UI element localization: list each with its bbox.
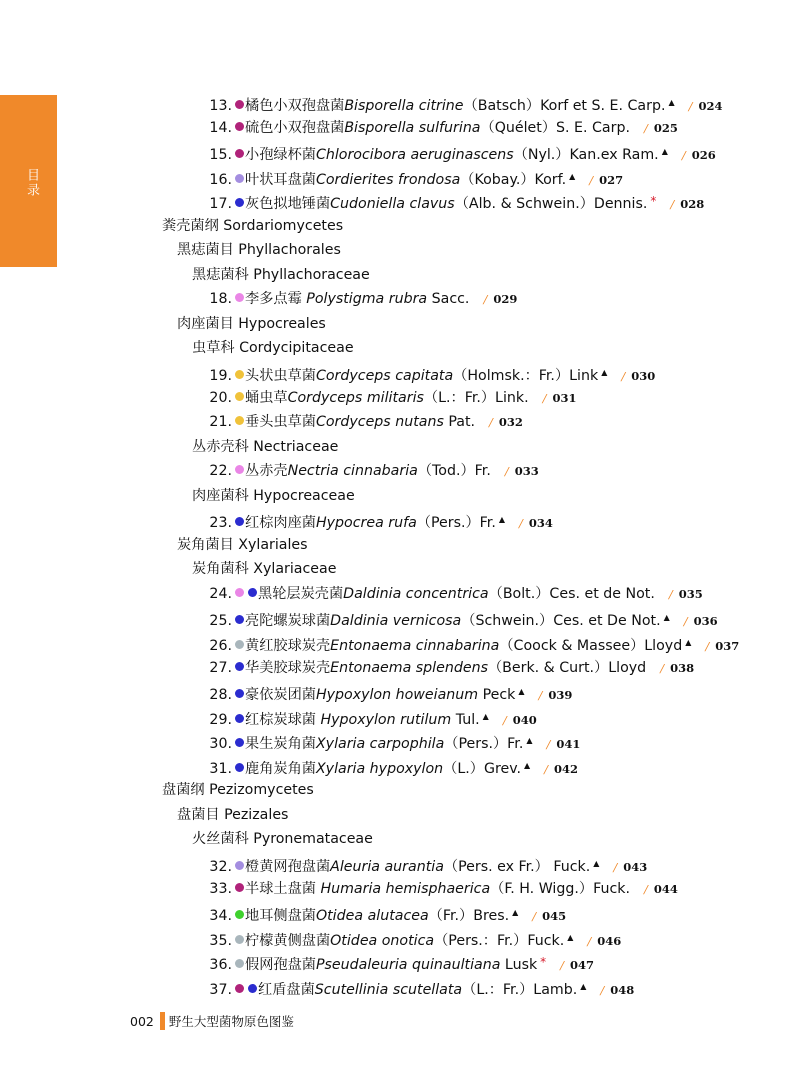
edibility-dot-icon [235,465,244,474]
page-reference [503,713,537,727]
author-citation: （Kobay.）Korf. [460,171,567,188]
chinese-name: 头状虫草菌 [245,368,316,385]
chinese-name: 红棕炭球菌 [245,711,321,728]
slash-divider-icon: / [681,148,686,163]
scientific-name: Entonaema splendens [330,659,488,676]
author-citation: （L.：Fr.）Lamb. [462,981,578,998]
toc-entry [0,386,800,411]
author-citation: Sacc. [427,291,470,308]
toc-entry [0,165,800,190]
page-ref-number: 030 [631,369,656,384]
page-reference [705,639,739,653]
page-reference [587,934,621,948]
toc-entry [0,656,800,681]
edibility-dot-icon [235,984,244,993]
scientific-name: Aleuria aurantia [330,858,444,875]
slash-divider-icon: / [502,712,507,727]
class-heading: 盘菌纲 Pezizomycetes [162,782,314,799]
triangle-mark-icon: ▲ [685,638,692,648]
toc-entry [0,705,800,730]
chinese-name: 蛹虫草 [245,389,288,406]
author-citation: （Tod.）Fr. [417,463,491,480]
page-ref-number: 047 [570,958,595,973]
toc-entry [0,582,800,607]
scientific-name: Daldinia vernicosa [330,613,462,630]
scientific-name: Nectria cinnabaria [287,463,418,480]
page-ref-number: 033 [514,464,539,479]
toc-entry [0,140,800,165]
slash-divider-icon: / [542,390,547,405]
entry-number: 26. [209,638,232,655]
triangle-mark-icon: ▲ [512,908,519,918]
author-citation: （Pers.）Fr. [444,736,524,753]
author-citation: Tul. [451,711,480,728]
edibility-dot-icon [235,100,244,109]
author-citation: （Coock & Massee）Lloyd [499,638,683,655]
page-ref-number: 040 [512,712,537,727]
page-ref-number: 028 [680,197,705,212]
slash-divider-icon: / [688,99,693,113]
order-heading: 黑痣菌目 Phyllachorales [177,242,341,259]
asterisk-mark-icon: * [540,955,547,970]
author-citation: （Pers.：Fr.）Fuck. [434,932,565,949]
toc-entry [0,631,800,656]
author-citation: Pat. [443,414,476,431]
page-reference [669,587,703,601]
chinese-name: 垂头虫草菌 [245,414,316,431]
author-citation: （Alb. & Schwein.）Dennis. [454,196,648,213]
page-ref-number: 042 [554,761,579,776]
edibility-dot-icon [235,935,244,944]
chinese-name: 李多点霉 [245,291,307,308]
page-reference [539,688,573,702]
page-reference [682,148,716,162]
triangle-mark-icon: ▲ [661,147,668,157]
entry-number: 23. [209,515,232,532]
triangle-mark-icon: ▲ [663,613,670,623]
toc-entry [0,729,800,754]
family-heading: 丛赤壳科 Nectriaceae [192,438,339,455]
author-citation: （Bolt.）Ces. et de Not. [488,585,655,602]
toc-entry [0,926,800,951]
author-citation: （F. H. Wigg.）Fuck. [490,880,630,897]
page-reference [660,661,694,675]
scientific-name: Polystigma rubra [306,291,428,308]
slash-divider-icon: / [489,415,493,430]
chinese-name: 豪依炭团菌 [245,687,316,704]
chinese-name: 假网孢盘菌 [245,957,316,974]
entry-number: 17. [209,196,232,213]
toc-entry [0,754,800,779]
entry-number: 27. [209,659,232,676]
chinese-name: 红盾盘菌 [258,981,315,998]
scientific-name: Bisporella sulfurina [344,119,481,136]
scientific-name: Daldinia concentrica [343,585,489,602]
slash-divider-icon: / [544,761,549,776]
page-reference [689,99,723,113]
scientific-name: Hypoxylon howeianum [315,687,479,704]
page-ref-number: 038 [670,660,695,675]
entry-number: 33. [209,880,232,897]
chinese-name: 华美胶球炭壳 [245,659,331,676]
author-citation: （Berk. & Curt.）Lloyd [487,659,647,676]
slash-divider-icon: / [560,958,565,973]
entry-number: 24. [209,585,232,602]
page-reference [483,292,517,306]
footer-accent-bar [160,1012,165,1030]
slash-divider-icon: / [519,516,523,531]
chinese-name: 半球土盘菌 [245,880,321,897]
class-heading: 粪壳菌纲 Sordariomycetes [162,217,344,234]
entry-number: 20. [209,389,232,406]
page-ref-number: 024 [698,99,723,113]
order-heading: 炭角菌目 Xylariales [177,536,308,553]
page-reference [560,958,594,972]
edibility-dot-icon [235,588,244,597]
slash-divider-icon: / [587,933,592,948]
page-ref-number: 041 [556,737,581,752]
triangle-mark-icon: ▲ [518,687,525,697]
chinese-name: 灰色拟地锤菌 [245,196,331,213]
scientific-name: Cordyceps militaris [287,389,424,406]
edibility-dot-icon [235,615,244,624]
edibility-dot-icon [235,370,244,379]
page-ref-number: 032 [498,415,523,430]
edibility-dot-icon [235,149,244,158]
scientific-name: Otidea onotica [330,932,435,949]
author-citation: （Pers.）Fr. [416,515,496,532]
scientific-name: Cordierites frondosa [315,171,461,188]
page-ref-number: 036 [693,614,718,629]
edibility-dot-icon [235,763,244,772]
scientific-name: Xylaria hypoxylon [315,760,444,777]
entry-number: 19. [209,368,232,385]
slash-divider-icon: / [532,909,537,924]
page-reference [532,909,566,923]
entry-number: 18. [209,291,232,308]
page-ref-number: 027 [599,172,624,187]
chinese-name: 果生炭角菌 [245,736,316,753]
slash-divider-icon: / [670,197,675,212]
toc-entry [0,975,800,1000]
triangle-mark-icon: ▲ [567,932,574,942]
author-citation: Lusk [500,957,538,974]
edibility-dot-icon [235,293,244,302]
chinese-name: 红棕肉座菌 [245,515,316,532]
chinese-name: 地耳侧盘菌 [245,908,316,925]
entry-number: 34. [209,908,232,925]
entry-number: 22. [209,463,232,480]
family-heading: 黑痣菌科 Phyllachoraceae [192,266,370,283]
family-heading: 虫草科 Cordycipitaceae [192,340,354,357]
toc-entry [0,91,800,116]
toc-entry [0,606,800,631]
page-ref-number: 026 [691,148,716,163]
book-title: 野生大型菌物原色图鉴 [168,1014,294,1029]
entry-number: 36. [209,957,232,974]
entry-number: 32. [209,858,232,875]
edibility-dot-icon [235,517,244,526]
edibility-dot-icon [235,198,244,207]
edibility-dot-icon [235,861,244,870]
page-reference [589,173,623,187]
toc-entry [0,189,800,214]
edibility-dot-icon [248,588,257,597]
triangle-mark-icon: ▲ [482,711,489,721]
toc-entry [0,410,800,435]
page-reference [489,415,523,429]
edibility-dot-icon [235,662,244,671]
entry-number: 21. [209,414,232,431]
edibility-dot-icon [235,416,244,425]
scientific-name: Humaria hemisphaerica [320,880,491,897]
page-reference [543,391,577,405]
slash-divider-icon: / [643,881,648,896]
side-tab-label: 目录 [24,168,39,198]
page-reference [684,614,718,628]
triangle-mark-icon: ▲ [524,760,531,770]
chinese-name: 丛赤壳 [245,463,288,480]
page-ref-number: 029 [493,292,518,307]
slash-divider-icon: / [705,639,710,654]
toc-entry [0,877,800,902]
scientific-name: Cordyceps nutans [315,414,444,431]
chinese-name: 硫色小双孢盘菌 [245,119,345,136]
page-reference [519,516,553,530]
triangle-mark-icon: ▲ [580,981,587,991]
entry-number: 37. [209,981,232,998]
toc-entry [0,680,800,705]
toc-entry [0,287,800,312]
edibility-dot-icon [248,984,257,993]
page-ref-number: 045 [542,909,567,924]
entry-number: 31. [209,760,232,777]
order-heading: 盘菌目 Pezizales [177,806,289,823]
page-ref-number: 034 [528,516,553,531]
page-number: 002 [130,1013,154,1029]
author-citation: （Pers. ex Fr.） Fuck. [443,858,591,875]
slash-divider-icon: / [668,586,673,601]
scientific-name: Xylaria carpophila [315,736,445,753]
triangle-mark-icon: ▲ [601,368,608,378]
author-citation: Peck [478,687,516,704]
entry-number: 25. [209,613,232,630]
page-reference [670,197,704,211]
page-ref-number: 048 [610,982,635,997]
author-citation: （Quélet）S. E. Carp. [480,119,630,136]
page-reference [600,983,634,997]
entry-number: 15. [209,147,232,164]
author-citation: （Holmsk.：Fr.）Link [453,368,599,385]
entry-number: 35. [209,932,232,949]
slash-divider-icon: / [538,688,543,703]
page-reference [544,762,578,776]
page-reference [613,860,647,874]
author-citation: （Schwein.）Ces. et De Not. [461,613,661,630]
triangle-mark-icon: ▲ [569,171,576,181]
slash-divider-icon: / [643,120,648,135]
family-heading: 炭角菌科 Xylariaceae [192,561,337,578]
triangle-mark-icon: ▲ [593,858,600,868]
author-citation: （Fr.）Bres. [428,908,510,925]
toc-entry [0,116,800,141]
edibility-dot-icon [235,883,244,892]
edibility-dot-icon [235,122,244,131]
page-ref-number: 037 [715,639,740,654]
entry-number: 16. [209,171,232,188]
toc-entry [0,852,800,877]
author-citation: （Nyl.）Kan.ex Ram. [513,147,659,164]
page-reference [621,369,655,383]
slash-divider-icon: / [600,982,605,997]
chinese-name: 鹿角炭角菌 [245,760,316,777]
page-ref-number: 035 [678,586,703,601]
toc-entry [0,459,800,484]
triangle-mark-icon: ▲ [498,515,506,525]
chinese-name: 亮陀螺炭球菌 [245,613,331,630]
slash-divider-icon: / [589,172,594,187]
chinese-name: 叶状耳盘菌 [245,171,316,188]
edibility-dot-icon [235,640,244,649]
page-ref-number: 039 [548,688,573,703]
table-of-contents [0,91,800,999]
page-reference [547,737,581,751]
edibility-dot-icon [235,910,244,919]
entry-number: 30. [209,736,232,753]
page-reference [505,464,539,478]
scientific-name: Entonaema cinnabarina [330,638,500,655]
slash-divider-icon: / [504,464,509,479]
scientific-name: Cudoniella clavus [330,196,455,213]
slash-divider-icon: / [660,660,665,675]
slash-divider-icon: / [546,737,551,752]
chinese-name: 柠檬黄侧盘菌 [245,932,331,949]
toc-entry [0,361,800,386]
chinese-name: 黄红胶球炭壳 [245,638,331,655]
slash-divider-icon: / [683,614,688,629]
toc-entry [0,950,800,975]
slash-divider-icon: / [613,859,618,874]
edibility-dot-icon [235,689,244,698]
entry-number: 13. [209,98,232,114]
entry-number: 29. [209,711,232,728]
chinese-name: 小孢绿杯菌 [245,147,316,164]
author-citation: （Batsch）Korf et S. E. Carp. [463,98,666,114]
page-ref-number: 043 [623,859,648,874]
edibility-dot-icon [235,714,244,723]
entry-number: 28. [209,687,232,704]
asterisk-mark-icon: * [650,194,657,209]
toc-entry [0,508,800,533]
edibility-dot-icon [235,738,244,747]
family-heading: 肉座菌科 Hypocreaceae [192,487,355,504]
family-heading: 火丝菌科 Pyronemataceae [192,831,373,848]
page-ref-number: 046 [597,933,622,948]
edibility-dot-icon [235,392,244,401]
edibility-dot-icon [235,174,244,183]
slash-divider-icon: / [621,369,626,384]
edibility-dot-icon [235,959,244,968]
slash-divider-icon: / [483,292,488,307]
page-reference [644,121,678,135]
order-heading: 肉座菌目 Hypocreales [177,315,326,332]
author-citation: （L.：Fr.）Link. [423,389,529,406]
page-ref-number: 025 [653,120,678,135]
chinese-name: 橘色小双孢盘菌 [245,98,345,114]
author-citation: （L.）Grev. [443,760,522,777]
scientific-name: Pseudaleuria quinaultiana [315,957,501,974]
scientific-name: Hypocrea rufa [315,515,417,532]
scientific-name: Cordyceps capitata [315,368,454,385]
toc-entry [0,901,800,926]
scientific-name: Scutellinia scutellata [314,981,463,998]
triangle-mark-icon: ▲ [526,736,533,746]
scientific-name: Bisporella citrine [344,98,464,114]
page-ref-number: 031 [552,390,577,405]
scientific-name: Chlorocibora aeruginascens [315,147,514,164]
entry-number: 14. [209,119,232,136]
chinese-name: 橙黄网孢盘菌 [245,858,331,875]
page-ref-number: 044 [653,881,678,896]
page-footer [130,1012,294,1030]
scientific-name: Otidea alutacea [315,908,429,925]
triangle-mark-icon: ▲ [668,98,675,107]
chinese-name: 黑轮层炭壳菌 [258,585,344,602]
page-reference [644,882,678,896]
scientific-name: Hypoxylon rutilum [320,711,452,728]
